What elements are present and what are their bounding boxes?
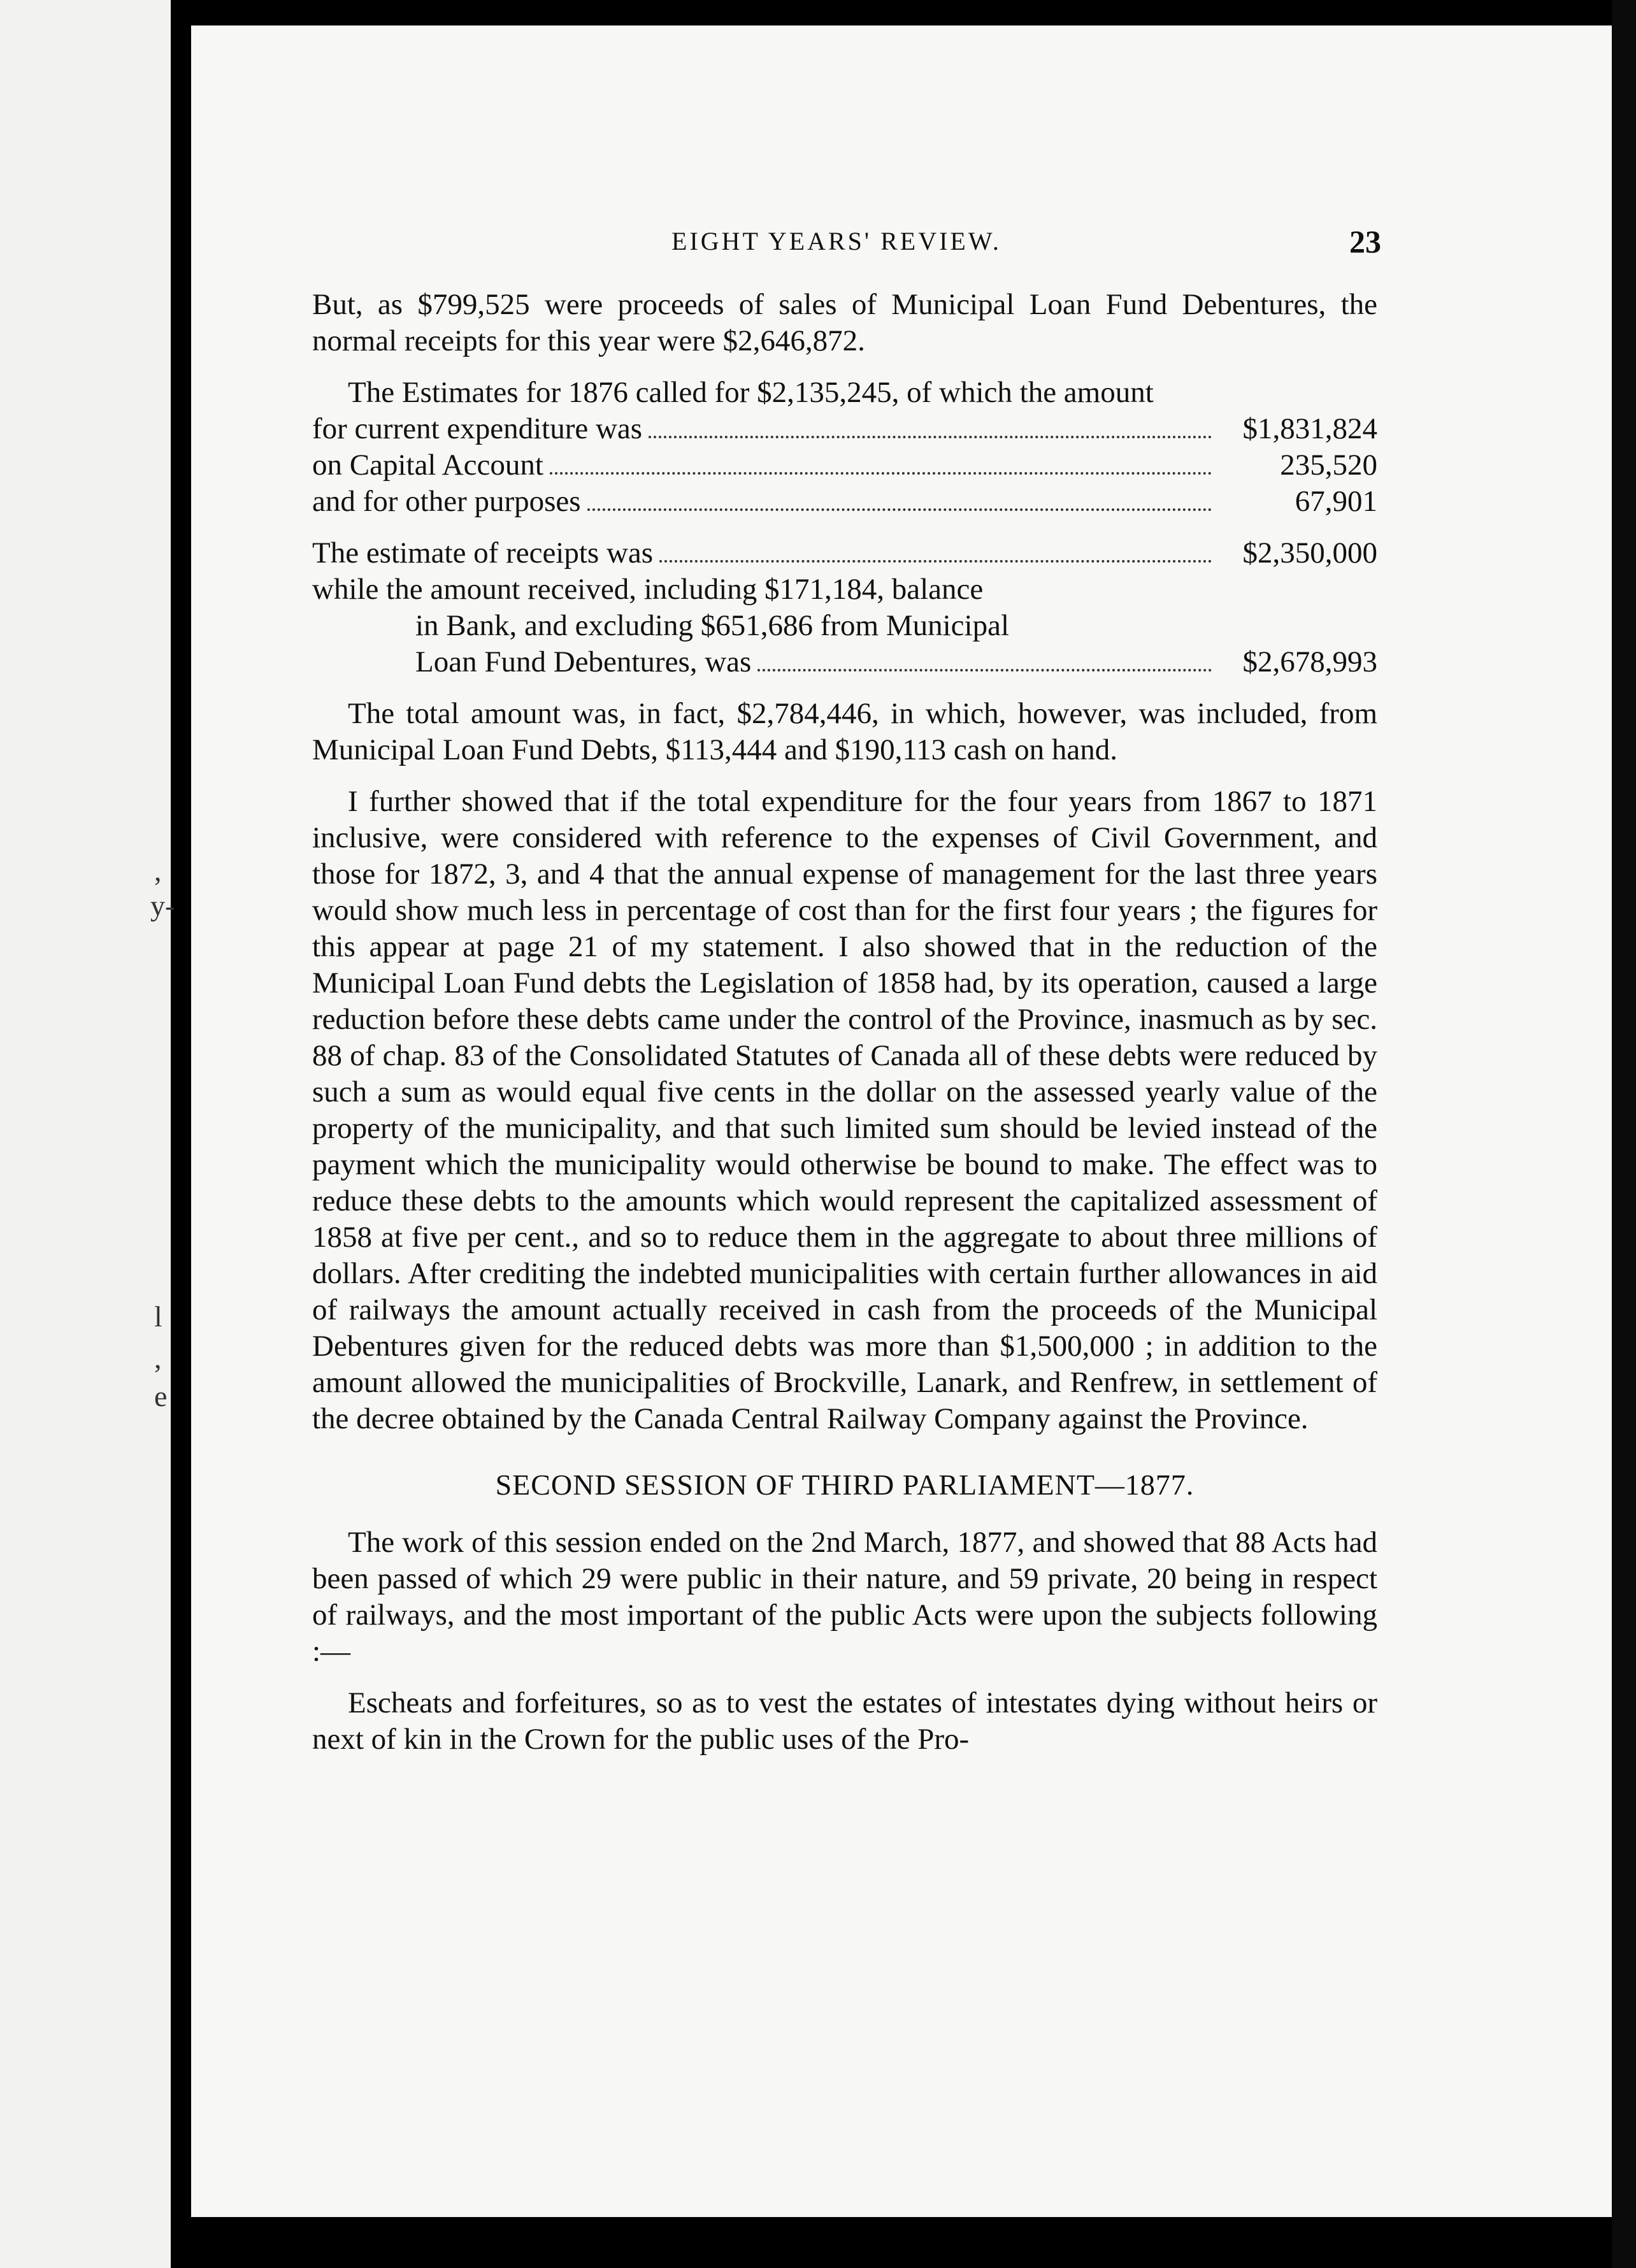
receipts-row bbox=[312, 644, 1377, 680]
receipts-table bbox=[312, 535, 1377, 680]
margin-fragment: e bbox=[154, 1380, 168, 1412]
paragraph-session: The work of this session ended on the 2nd March, 1877, and showed that 88 Acts had been passed of which 29 were public in their nature, and 59 private, 20 being in respect of railways, and the most important of the public Acts were upon the subjects following :— bbox=[312, 1526, 1377, 1668]
leader-dots bbox=[649, 436, 1212, 438]
estimate-label: on Capital Account bbox=[312, 449, 543, 482]
receipts-amount: $2,350,000 bbox=[1242, 536, 1377, 570]
paragraph-debentures: But, as $799,525 were proceeds of sales of Municipal Loan Fund Debentures, the normal receipts for this year were $2,646,872. bbox=[312, 288, 1377, 357]
receipts-line: in Bank, and excluding $651,686 from Municipal bbox=[415, 609, 1010, 642]
margin-fragment: y- bbox=[150, 889, 175, 922]
leader-dots bbox=[757, 669, 1212, 671]
estimate-row bbox=[312, 411, 1377, 447]
paragraph-expenditure: I further showed that if the total expenditure for the four years from 1867 to 1871 inclusive, were considered with reference to the expenses of Civil Government, and those for 1872, 3, and 4 that the annual expense of management for the last three years would show much less in percentage of cost than for the first four years ; the figures for this appear at page 21 of my statement. I also showed that in the reduction of the Municipal Loan Fund debts the Legislation of 1858 had, by its operation, caused a large reduction before these debts came under the control of the Province, inasmuch as by sec. 88 of chap. 83 of the Consolidated Statutes of Canada all of these debts were reduced by such a sum as would equal five cents in the dollar on the assessed yearly value of the property of the municipality, and that such limited sum should be levied instead of the payment which the municipality would otherwise be bound to make. The effect was to reduce these debts to the amounts which would represent the capitalized assessment of 1858 at five per cent., and so to reduce them in the aggregate to about three millions of dollars. After crediting the indebted municipalities with certain further allowances in aid of railways the amount actually received in cash from the proceeds of the Municipal Debentures given for the reduced debts was more than $1,500,000 ; in addition to the amount allowed the municipalities of Brockville, Lanark, and Renfrew, in settlement of the decree obtained by the Canada Central Railway Company against the Province. bbox=[312, 785, 1377, 1435]
margin-fragment: , bbox=[154, 854, 162, 887]
page-edge-shadow bbox=[1612, 0, 1636, 2268]
section-heading: SECOND SESSION OF THIRD PARLIAMENT—1877. bbox=[495, 1468, 1195, 1501]
estimate-label: and for other purposes bbox=[312, 485, 581, 518]
estimate-amount: 67,901 bbox=[1295, 485, 1377, 518]
paragraph-escheats: Escheats and forfeitures, so as to vest the estates of intestates dying without heirs or next of kin in the Crown for the public uses of the Pro- bbox=[312, 1686, 1377, 1756]
estimate-row bbox=[312, 447, 1377, 484]
margin-fragment: l bbox=[154, 1300, 162, 1333]
receipts-row bbox=[312, 535, 1377, 571]
receipts-amount: $2,678,993 bbox=[1242, 645, 1377, 678]
previous-page-edge bbox=[0, 0, 175, 2268]
leader-dots bbox=[587, 508, 1212, 511]
estimate-amount: $1,831,824 bbox=[1242, 412, 1377, 445]
estimate-label: for current expenditure was bbox=[312, 412, 643, 445]
estimates-table bbox=[312, 375, 1377, 520]
receipts-line: while the amount received, including $171,184, balance bbox=[312, 573, 984, 606]
margin-fragment: , bbox=[154, 1342, 162, 1374]
leader-dots bbox=[550, 472, 1212, 475]
estimate-row bbox=[312, 484, 1377, 520]
receipts-label: The estimate of receipts was bbox=[312, 536, 654, 570]
estimates-intro: The Estimates for 1876 called for $2,135,245, of which the amount bbox=[348, 376, 1154, 409]
paragraph-total-amount: The total amount was, in fact, $2,784,446, in which, however, was included, from Municipal Loan Fund Debts, $113,444 and $190,113 cash on hand. bbox=[312, 697, 1377, 766]
running-title: EIGHT YEARS' REVIEW. bbox=[671, 227, 1001, 255]
estimate-amount: 235,520 bbox=[1280, 449, 1377, 482]
page-body bbox=[312, 287, 1377, 1773]
receipts-label: Loan Fund Debentures, was bbox=[415, 645, 752, 678]
leader-dots bbox=[659, 560, 1212, 563]
